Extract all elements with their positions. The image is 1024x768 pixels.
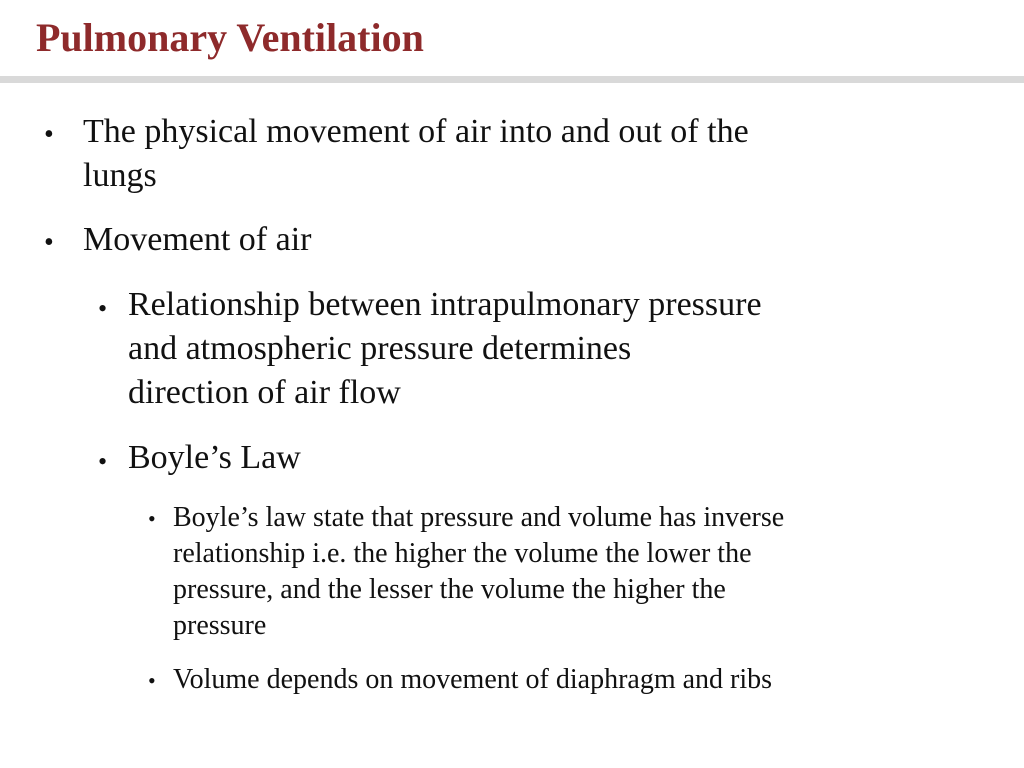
bullet-text-line: The physical movement of air into and out of the (83, 113, 749, 150)
bullet-text-line: Movement of air (83, 221, 312, 258)
title-divider (0, 76, 1024, 83)
bullet-text-line: pressure, and the lesser the volume the higher the (173, 574, 726, 605)
bullet-text-line: Relationship between intrapulmonary pressure (128, 286, 762, 323)
bullet-text-line: Volume depends on movement of diaphragm and ribs (173, 664, 773, 695)
bullet-marker: • (98, 447, 108, 476)
bullet-text-line: direction of air flow (128, 374, 401, 411)
slide-title: Pulmonary Ventilation (36, 15, 424, 60)
bullet-text-line: and atmospheric pressure determines (128, 330, 632, 367)
bullet-marker: • (44, 119, 54, 150)
bullet-marker: • (44, 227, 54, 258)
bullet-text-line: Boyle’s Law (128, 439, 301, 476)
bullet-marker: • (148, 506, 156, 531)
bullet-marker: • (148, 668, 156, 693)
bullet-text-line: relationship i.e. the higher the volume the lower the (173, 538, 752, 569)
bullet-text-line: lungs (83, 157, 157, 194)
bullet-marker: • (98, 294, 108, 323)
bullet-text-line: pressure (173, 610, 267, 641)
bullet-text-line: Boyle’s law state that pressure and volume has inverse (173, 502, 785, 533)
